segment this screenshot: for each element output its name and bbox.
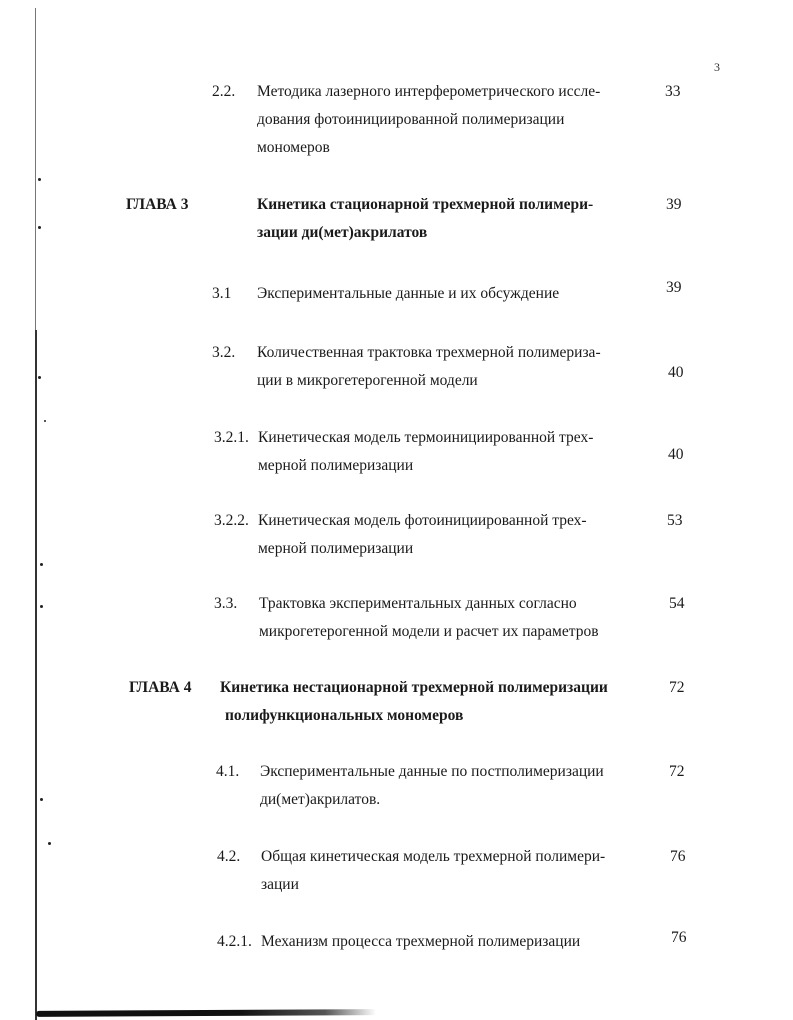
toc-entry-page: 76 [671,929,687,946]
scan-speck [40,798,43,801]
toc-entry-title-line: Кинетика нестационарной трехмерной полимеризации [220,679,608,696]
toc-entry-number: 3.2.2. [214,512,249,529]
toc-entry-page: 40 [668,446,684,463]
toc-entry-title-line: Количественная трактовка трехмерной полимериза- [257,344,601,361]
toc-entry-number: 3.1 [212,285,232,302]
toc-entry-number: 3.2. [212,344,236,361]
toc-chapter-title [220,674,608,730]
toc-entry-title-line: мерной полимеризации [258,457,414,474]
toc-entry-title-line: Общая кинетическая модель трехмерной полимери- [261,848,606,865]
toc-entry-title-line: ции в микрогетерогенной модели [257,372,478,389]
toc-entry-page: 72 [669,763,685,780]
toc-entry-number: 3.2.1. [214,429,249,446]
toc-entry-title-line: Экспериментальные данные и их обсуждение [257,285,560,302]
toc-entry-title-line: Кинетическая модель термоинициированной трех- [258,429,594,446]
toc-entry-title [257,78,600,162]
toc-entry-title [257,280,559,308]
toc-entry-title-line: Экспериментальные данные по постполимеризации [260,763,604,780]
toc-entry-title [260,758,604,814]
toc-entry-title [261,843,605,899]
toc-entry-page: 72 [669,679,685,696]
page-number: 3 [714,60,720,74]
toc-entry-title [258,424,593,480]
toc-entry-title-line: Методика лазерного интерферометрического иссле- [257,83,601,100]
toc-entry-number: 4.1. [216,763,240,780]
toc-entry-title-line: Механизм процесса трехмерной полимеризации [261,933,581,950]
toc-entry-page: 53 [667,512,683,529]
toc-entry-page: 40 [668,364,684,381]
scan-speck [38,178,41,181]
toc-entry-title-line: полифункциональных мономеров [225,707,464,724]
toc-entry-number: 2.2. [212,83,236,100]
toc-entry-number: 3.3. [214,595,238,612]
toc-entry-title-line: зации ди(мет)акрилатов [257,224,428,241]
toc-entry-number: 4.2.1. [217,933,252,950]
scan-edge-bottom [36,1009,376,1017]
toc-entry-number: 4.2. [217,848,241,865]
toc-entry-title-line: микрогетерогенной модели и расчет их параметров [259,623,599,640]
toc-entry-title [258,507,587,563]
toc-entry-title-line: мерной полимеризации [258,540,414,557]
toc-entry-page: 39 [666,196,682,213]
scan-speck [38,226,41,229]
toc-entry-title-line: зации [261,876,299,893]
toc-entry-title-line: Трактовка экспериментальных данных согласно [259,595,577,612]
toc-entry-page: 39 [666,279,682,296]
toc-entry-title-line: мономеров [257,139,330,156]
toc-entry-title [259,590,599,646]
toc-entry-title-line: дования фотоинициированной полимеризации [257,111,565,128]
toc-chapter-number: ГЛАВА 3 [126,196,189,213]
scan-speck [44,420,46,422]
toc-entry-title [261,928,580,956]
scan-speck [38,376,41,379]
toc-chapter-title [257,191,593,247]
toc-entry-title-line: Кинетическая модель фотоинициированной трех- [258,512,587,529]
toc-chapter-number: ГЛАВА 4 [129,679,192,696]
scan-edge-left-dark [35,330,37,1020]
toc-entry-title-line: ди(мет)акрилатов. [260,791,381,808]
scan-speck [48,842,51,845]
toc-entry-page: 54 [669,595,685,612]
toc-entry-title [257,339,601,395]
toc-entry-page: 76 [670,848,686,865]
scan-speck [40,563,43,566]
toc-entry-title-line: Кинетика стационарной трехмерной полимери- [257,196,594,213]
scan-speck [40,605,43,608]
toc-entry-page: 33 [665,83,681,100]
